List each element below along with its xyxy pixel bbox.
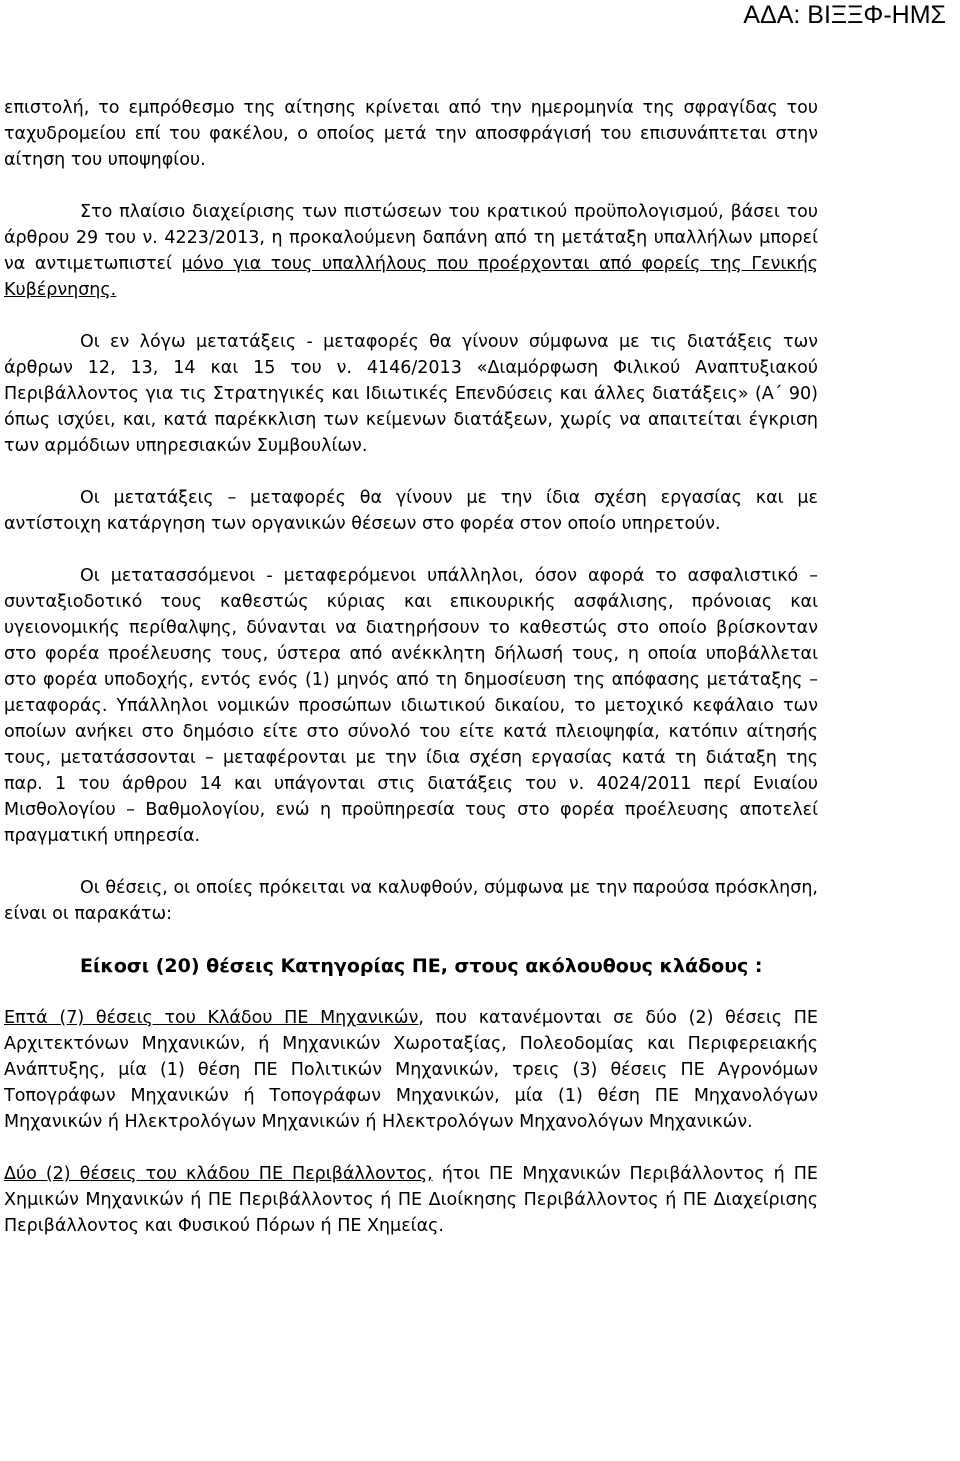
environment-positions-underlined: Δύο (2) θέσεις του κλάδου ΠΕ Περιβάλλοντος,: [4, 1164, 433, 1184]
paragraph-environment-positions: [4, 1161, 818, 1239]
engineers-positions-underlined: Επτά (7) θέσεις του Κλάδου ΠΕ Μηχανικών: [4, 1008, 419, 1028]
positions-heading: Είκοσι (20) θέσεις Κατηγορίας ΠΕ, στους ακόλουθους κλάδους :: [80, 955, 763, 977]
document-body: [4, 95, 818, 1265]
paragraph-engineers-positions: [4, 1005, 818, 1135]
paragraph-budget-cost-text: Στο πλαίσιο διαχείρισης των πιστώσεων του κρατικού προϋπολογισμού, βάσει του άρθρου 29 του ν. 4223/2013, η προκαλούμενη δαπάνη από τη μετάταξη υπαλλήλων μπορεί να αντιμετωπιστεί: [4, 202, 818, 274]
paragraph-transfer-provisions: Οι εν λόγω μετατάξεις - μεταφορές θα γίνουν σύμφωνα με τις διατάξεις των άρθρων 12, 13, 14 και 15 του ν. 4146/2013 «Διαμόρφωση Φιλικού Αναπτυξιακού Περιβάλλοντος για τις Στρατηγικές και Ιδιωτικές Επενδύσεις και άλλες διατάξεις» (Α΄ 90) όπως ισχύει, και, κατά παρέκκλιση των κείμενων διατάξεων, χωρίς να απαιτείται έγκριση των αρμόδιων υπηρεσιακών Συμβουλίων.: [4, 332, 818, 456]
paragraph-application-postmark: επιστολή, το εμπρόθεσμο της αίτησης κρίνεται από την ημερομηνία της σφραγίδας του ταχυδρομείου επί του φακέλου, ο οποίος μετά την αποσφράγισή του επισυνάπτεται στην αίτηση του υποψηφίου.: [4, 98, 818, 170]
engineers-positions-text: , που κατανέμονται σε δύο (2) θέσεις ΠΕ Αρχιτεκτόνων Μηχανικών, ή Μηχανικών Χωροταξίας, Πολεοδομίας και Περιφερειακής Ανάπτυξης, μία (1) θέση ΠΕ Πολιτικών Μηχανικών, τρεις (3) θέσεις ΠΕ Αγρονόμων Τοπογράφων Μηχανικών ή Τοπογράφων Μηχανικών, μία (1) θέση ΠΕ Μηχανολόγων Μηχανικών ή Ηλεκτρολόγων Μηχανικών ή Ηλεκτρολόγων Μηχανολόγων Μηχανικών.: [4, 1008, 818, 1132]
paragraph-positions-intro: Οι θέσεις, οι οποίες πρόκειται να καλυφθούν, σύμφωνα με την παρούσα πρόσκληση, είναι οι παρακάτω:: [4, 878, 818, 924]
paragraph-budget-cost: [4, 199, 818, 303]
environment-positions-text: ήτοι ΠΕ Μηχανικών Περιβάλλοντος ή ΠΕ Χημικών Μηχανικών ή ΠΕ Περιβάλλοντος ή ΠΕ Διοίκησης Περιβάλλοντος ή ΠΕ Διαχείρισης Περιβάλλοντος και Φυσικού Πόρων ή ΠΕ Χημείας.: [4, 1164, 818, 1236]
paragraph-employment-relation: Οι μετατάξεις – μεταφορές θα γίνουν με την ίδια σχέση εργασίας και με αντίστοιχη κατάργηση των οργανικών θέσεων στο φορέα στον οποίο υπηρετούν.: [4, 488, 818, 534]
paragraph-insurance-status: Οι μετατασσόμενοι - μεταφερόμενοι υπάλληλοι, όσον αφορά το ασφαλιστικό – συνταξιοδοτικό τους καθεστώς κύριας και επικουρικής ασφάλισης, πρόνοιας και υγειονομικής περίθαλψης, δύνανται να διατηρήσουν το καθεστώς στο οποίο βρίσκονταν στο φορέα προέλευσης τους, ύστερα από ανέκκλητη δήλωσή τους, η οποία υποβάλλεται στο φορέα υποδοχής, εντός ενός (1) μηνός από τη δημοσίευση της απόφασης μετάταξης – μεταφοράς. Υπάλληλοι νομικών προσώπων ιδιωτικού δικαίου, το μετοχικό κεφάλαιο των οποίων ανήκει στο δημόσιο είτε στο σύνολό του είτε κατά πλειοψηφία, κατόπιν αίτησής τους, μετατάσσονται – μεταφέρονται με την ίδια σχέση εργασίας κατά τη διάταξη της παρ. 1 του άρθρου 14 και υπάγονται στις διατάξεις του ν. 4024/2011 περί Ενιαίου Μισθολογίου – Βαθμολογίου, ενώ η προϋπηρεσία τους στο φορέα προέλευσης αποτελεί πραγματική υπηρεσία.: [4, 566, 818, 846]
paragraph-budget-cost-underlined: μόνο για τους υπαλλήλους που προέρχονται από φορείς της Γενικής Κυβέρνησης.: [4, 254, 818, 300]
ada-code-header: ΑΔΑ: ΒΙΞΞΦ-ΗΜΣ: [743, 1, 946, 29]
